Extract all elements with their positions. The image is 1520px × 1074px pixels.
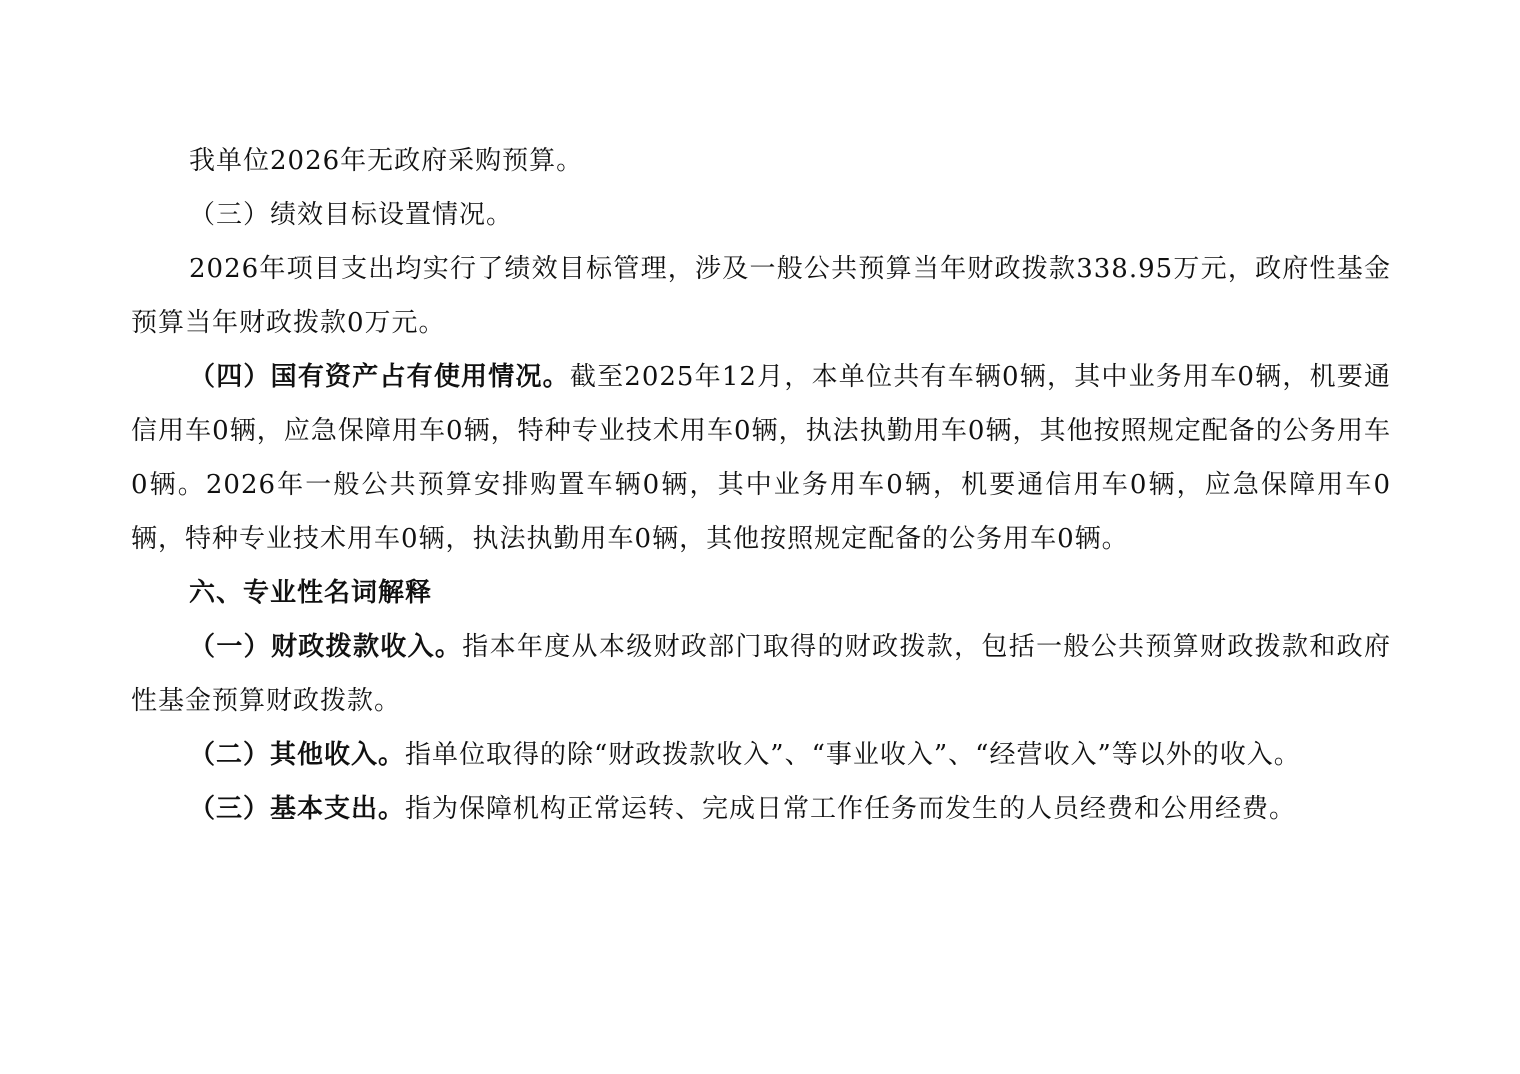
fiscal-income-lead: （一）财政拨款收入。 [189,632,463,662]
document-page [131,134,1391,836]
section-heading-terms: 六、专业性名词解释 [189,578,433,608]
paragraph-fiscal-income [131,620,1391,728]
basic-expenditure-lead: （三）基本支出。 [189,794,406,824]
other-income-body: 指单位取得的除“财政拨款收入”、“事业收入”、“经营收入”等以外的收入。 [405,740,1301,770]
fiscal-income-body: 指本年度从本级财政部门取得的财政拨款，包括一般公共预算财政拨款和政府性基金预算财政拨款。 [131,632,1391,716]
state-assets-body: 截至2025年12月，本单位共有车辆0辆，其中业务用车0辆，机要通信用车0辆，应急保障用车0辆，特种专业技术用车0辆，执法执勤用车0辆，其他按照规定配备的公务用车0辆。2026年一般公共预算安排购置车辆0辆，其中业务用车0辆，机要通信用车0辆，应急保障用车0辆，特种专业技术用车0辆，执法执勤用车0辆，其他按照规定配备的公务用车0辆。 [131,362,1391,554]
paragraph-state-assets [131,350,1391,566]
basic-expenditure-body: 指为保障机构正常运转、完成日常工作任务而发生的人员经费和公用经费。 [405,794,1297,824]
paragraph-procurement: 我单位2026年无政府采购预算。 [189,146,584,176]
other-income-lead: （二）其他收入。 [189,740,406,770]
paragraph-performance-body: 2026年项目支出均实行了绩效目标管理，涉及一般公共预算当年财政拨款338.95万元，政府性基金预算当年财政拨款0万元。 [131,254,1391,338]
state-assets-lead: （四）国有资产占有使用情况。 [189,362,570,392]
paragraph-basic-expenditure [131,782,1391,836]
paragraph-performance-heading: （三）绩效目标设置情况。 [189,200,514,230]
paragraph-other-income [131,728,1391,782]
